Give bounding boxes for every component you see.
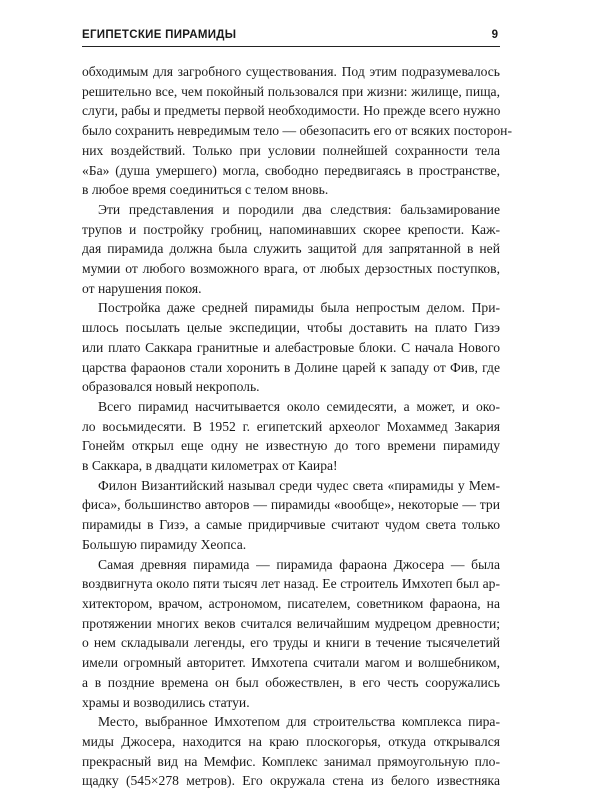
text-line: Эти представления и породили два следствия: бальзамирование (98, 201, 500, 217)
text-line: Самая древняя пирамида — пирамида фараона Джосера — была (98, 556, 500, 572)
text-line: щадку (545×278 метров). Его окружала стена из белого известняка (82, 773, 500, 789)
text-line: Филон Византийский называл среди чудес света «пирамиды у Мем- (98, 477, 500, 493)
text-line: Большую пирамиду Хеопса. (82, 536, 247, 552)
text-line: или плато Саккара гранитные и алебастровые блоки. С начала Нового (82, 339, 500, 355)
text-line: пирамиды в Гизэ, а самые придирчивые считают чудом света только (82, 517, 500, 533)
text-line: воздвигнута около пяти тысяч лет назад. Ее строитель Имхотеп был ар- (82, 576, 500, 592)
running-title: ЕГИПЕТСКИЕ ПИРАМИДЫ (82, 29, 237, 41)
running-header (82, 26, 500, 47)
body-text (82, 62, 512, 791)
text-line: обходимым для загробного существования. Под этим подразумевалось (82, 64, 500, 79)
text-line: них воздействий. Только при условии полнейшей сохранности тела (82, 142, 500, 158)
paragraph (82, 476, 500, 555)
text-line: миды Джосера, находится на краю плоскогорья, откуда открывался (82, 733, 500, 749)
text-line: Всего пирамид насчитывается около семидесяти, а может, и око- (98, 398, 500, 414)
text-line: «Ба» (душа умершего) могла, свободно передвигаясь в пространстве, (82, 162, 500, 178)
paragraph (82, 62, 512, 200)
text-line: храмы и возводились статуи. (82, 694, 250, 710)
text-line: дая пирамида должна была служить защитой для запрятанной в ней (82, 241, 500, 257)
paragraph (82, 298, 500, 397)
text-line: мумии от любого возможного врага, от любых дерзостных поступков, (82, 261, 500, 277)
text-line: в Саккара, в двадцати километрах от Каира! (82, 458, 338, 474)
text-line: протяжении многих веков считался величайшим мудрецом древности; (82, 615, 500, 631)
text-line: Гонейм открыл еще одну не известную до того времени пирамиду (82, 438, 500, 454)
text-line: шлось посылать целые экспедиции, чтобы доставить на плато Гизэ (82, 320, 500, 336)
paragraph (82, 200, 500, 299)
text-line: от нарушения покоя. (82, 280, 202, 296)
text-line: было сохранить невредимым тело — обезопасить его от всяких посторон- (82, 123, 512, 139)
text-line: Место, выбранное Имхотепом для строительства комплекса пира- (98, 714, 500, 730)
paragraph (82, 555, 500, 713)
page-number: 9 (491, 29, 498, 41)
text-line: образовался новый некрополь. (82, 379, 260, 395)
text-line: царства фараонов стали хоронить в Долине царей к западу от Фив, где (82, 359, 500, 375)
text-line: в любое время соединиться с телом вновь. (82, 182, 329, 198)
text-line: фиса», большинство авторов — пирамиды «вообще», некоторые — три (82, 497, 500, 513)
paragraph (82, 397, 500, 476)
text-line: Постройка даже средней пирамиды была непростым делом. При- (98, 300, 500, 316)
text-line: ло восьмидесяти. В 1952 г. египетский археолог Мохаммед Закария (82, 418, 500, 434)
text-line: а в поздние времена он был обожествлен, в его честь сооружались (82, 674, 500, 690)
text-line: имели огромный авторитет. Имхотепа считали магом и волшебником, (82, 655, 500, 671)
paragraph (82, 712, 500, 791)
text-line: слуги, рабы и предметы первой необходимости. Но прежде всего нужно (82, 103, 501, 119)
text-line: трупов и постройку гробниц, напоминавших скорее крепости. Каж- (82, 221, 500, 237)
text-line: о нем складывали легенды, его труды и книги в течение тысячелетий (82, 635, 500, 651)
text-line: решительно все, чем покойный пользовался при жизни: жилище, пища, (82, 83, 500, 99)
text-line: прекрасный вид на Мемфис. Комплекс занимал прямоугольную пло- (82, 753, 500, 769)
text-line: хитектором, врачом, астрономом, писателем, советником фараона, на (82, 595, 500, 611)
